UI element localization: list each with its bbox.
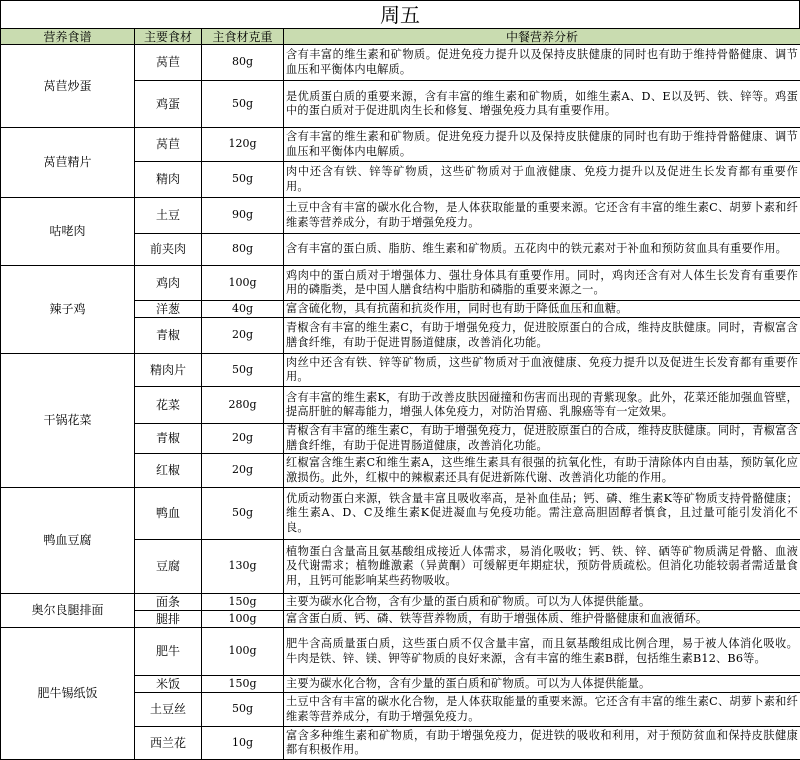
nutrition-analysis: 肥牛含高质量蛋白质，这些蛋白质不仅含量丰富，而且氨基酸组成比例合理，易于被人体消化吸收。牛肉是铁、锌、镁、钾等矿物质的良好来源，含有丰富的维生素B群，包括维生素B12、B6等。 [284,628,800,676]
ingredient-weight: 100g [202,266,284,301]
nutrition-analysis: 青椒含有丰富的维生素C，有助于增强免疫力，促进胶原蛋白的合成，维持皮肤健康。同时，青椒富含膳食纤维，有助于促进胃肠道健康，改善消化功能。 [284,424,800,454]
ingredient-name: 土豆 [135,198,202,234]
nutrition-analysis: 鸡肉中的蛋白质对于增强体力、强壮身体具有重要作用。同时，鸡肉还含有对人体生长发育有重要作用的磷脂类，是中国人膳食结构中脂肪和磷脂的重要来源之一。 [284,266,800,301]
ingredient-weight: 80g [202,234,284,266]
nutrition-analysis: 含有丰富的蛋白质、脂肪、维生素和矿物质。五花肉中的铁元素对于补血和预防贫血具有重要作用。 [284,234,800,266]
ingredient-weight: 150g [202,594,284,611]
table-row [1,594,800,611]
header-weight: 主食材克重 [202,29,284,45]
nutrition-analysis: 土豆中含有丰富的碳水化合物，是人体获取能量的重要来源。它还含有丰富的维生素C、胡萝卜素和纤维素等营养成分，有助于增强免疫力。 [284,198,800,234]
ingredient-weight: 120g [202,128,284,162]
nutrition-analysis: 青椒含有丰富的维生素C，有助于增强免疫力，促进胶原蛋白的合成，维持皮肤健康。同时，青椒富含膳食纤维，有助于促进胃肠道健康，改善消化功能。 [284,318,800,354]
nutrition-analysis: 含有丰富的维生素K，有助于改善皮肤因碰撞和伤害而出现的青紫现象。此外，花菜还能加强血管壁，提高肝脏的解毒能力，增强人体免疫力，对防治胃癌、乳腺癌等有一定效果。 [284,387,800,424]
nutrition-analysis: 植物蛋白含量高且氨基酸组成接近人体需求，易消化吸收；钙、铁、锌、硒等矿物质满足骨骼、血液及代谢需求；植物雌激素（异黄酮）可缓解更年期症状，预防骨质疏松。但消化功能较弱者需适量食用，且钙可能影响某些药物吸收。 [284,540,800,594]
ingredient-weight: 90g [202,198,284,234]
dish-name: 莴苣精片 [1,128,135,198]
ingredient-name: 米饭 [135,676,202,693]
ingredient-weight: 50g [202,693,284,727]
ingredient-name: 精肉片 [135,354,202,387]
ingredient-name: 莴苣 [135,128,202,162]
ingredient-weight: 10g [202,727,284,760]
ingredient-name: 鸡蛋 [135,81,202,128]
ingredient-name: 青椒 [135,318,202,354]
ingredient-weight: 50g [202,162,284,198]
ingredient-weight: 100g [202,628,284,676]
dish-name: 辣子鸡 [1,266,135,354]
ingredient-weight: 20g [202,318,284,354]
ingredient-weight: 130g [202,540,284,594]
ingredient-weight: 50g [202,488,284,540]
ingredient-name: 豆腐 [135,540,202,594]
nutrition-analysis: 富含硫化物，具有抗菌和抗炎作用，同时也有助于降低血压和血糖。 [284,301,800,318]
ingredient-weight: 80g [202,45,284,81]
ingredient-name: 前夹肉 [135,234,202,266]
nutrition-analysis: 优质动物蛋白来源，铁含量丰富且吸收率高，是补血佳品；钙、磷、维生素K等矿物质支持骨骼健康；维生素A、D、C及维生素K促进凝血与免疫功能。需注意高胆固醇者慎食，且过量可能引发消化不良。 [284,488,800,540]
nutrition-analysis: 含有丰富的维生素和矿物质。促进免疫力提升以及保持皮肤健康的同时也有助于维持骨骼健康、调节血压和平衡体内电解质。 [284,128,800,162]
nutrition-analysis: 肉中还含有铁、锌等矿物质，这些矿物质对于血液健康、免疫力提升以及促进生长发育都有重要作用。 [284,162,800,198]
ingredient-weight: 50g [202,354,284,387]
ingredient-weight: 150g [202,676,284,693]
nutrition-analysis: 富含多种维生素和矿物质，有助于增强免疫力，促进铁的吸收和利用，对于预防贫血和保持皮肤健康都有积极作用。 [284,727,800,760]
dish-name: 咕咾肉 [1,198,135,266]
ingredient-name: 青椒 [135,424,202,454]
ingredient-weight: 100g [202,611,284,628]
dish-name: 奥尔良腿排面 [1,594,135,628]
nutrition-analysis: 土豆中含有丰富的碳水化合物，是人体获取能量的重要来源。它还含有丰富的维生素C、胡萝卜素和纤维素等营养成分，有助于增强免疫力。 [284,693,800,727]
table-row [1,488,800,540]
dish-name: 干锅花菜 [1,354,135,488]
ingredient-name: 花菜 [135,387,202,424]
table-row [1,128,800,162]
ingredient-name: 肥牛 [135,628,202,676]
ingredient-name: 洋葱 [135,301,202,318]
ingredient-name: 腿排 [135,611,202,628]
ingredient-name: 土豆丝 [135,693,202,727]
dish-name: 鸭血豆腐 [1,488,135,594]
nutrition-analysis: 是优质蛋白质的重要来源，含有丰富的维生素和矿物质，如维生素A、D、E以及钙、铁、锌等。鸡蛋中的蛋白质对于促进肌肉生长和修复、增强免疫力具有重要作用。 [284,81,800,128]
ingredient-weight: 280g [202,387,284,424]
ingredient-weight: 40g [202,301,284,318]
ingredient-name: 精肉 [135,162,202,198]
nutrition-analysis: 主要为碳水化合物，含有少量的蛋白质和矿物质。可以为人体提供能量。 [284,676,800,693]
table-row [1,45,800,81]
table-row [1,198,800,234]
ingredient-weight: 50g [202,81,284,128]
table-header-row [1,29,800,45]
nutrition-analysis: 红椒富含维生素C和维生素A，这些维生素具有很强的抗氧化性，有助于清除体内自由基，预防氧化应激损伤。此外，红椒中的辣椒素还具有促进新陈代谢、改善消化功能的作用。 [284,454,800,488]
nutrition-analysis: 肉丝中还含有铁、锌等矿物质，这些矿物质对于血液健康、免疫力提升以及促进生长发育都有重要作用。 [284,354,800,387]
nutrition-analysis: 含有丰富的维生素和矿物质。促进免疫力提升以及保持皮肤健康的同时也有助于维持骨骼健康、调节血压和平衡体内电解质。 [284,45,800,81]
header-analysis: 中餐营养分析 [284,29,800,45]
nutrition-analysis: 主要为碳水化合物，含有少量的蛋白质和矿物质。可以为人体提供能量。 [284,594,800,611]
table-row [1,628,800,676]
ingredient-name: 红椒 [135,454,202,488]
table-row [1,354,800,387]
dish-name: 肥牛锡纸饭 [1,628,135,760]
ingredient-name: 莴苣 [135,45,202,81]
ingredient-weight: 20g [202,454,284,488]
dish-name: 莴苣炒蛋 [1,45,135,128]
header-dish: 营养食谱 [1,29,135,45]
ingredient-weight: 20g [202,424,284,454]
ingredient-name: 鸭血 [135,488,202,540]
ingredient-name: 西兰花 [135,727,202,760]
header-ingredient: 主要食材 [135,29,202,45]
page-title: 周五 [0,0,800,28]
nutrition-analysis: 富含蛋白质、钙、磷、铁等营养物质，有助于增强体质、维护骨骼健康和血液循环。 [284,611,800,628]
ingredient-name: 面条 [135,594,202,611]
nutrition-table [0,28,800,760]
table-row [1,266,800,301]
ingredient-name: 鸡肉 [135,266,202,301]
